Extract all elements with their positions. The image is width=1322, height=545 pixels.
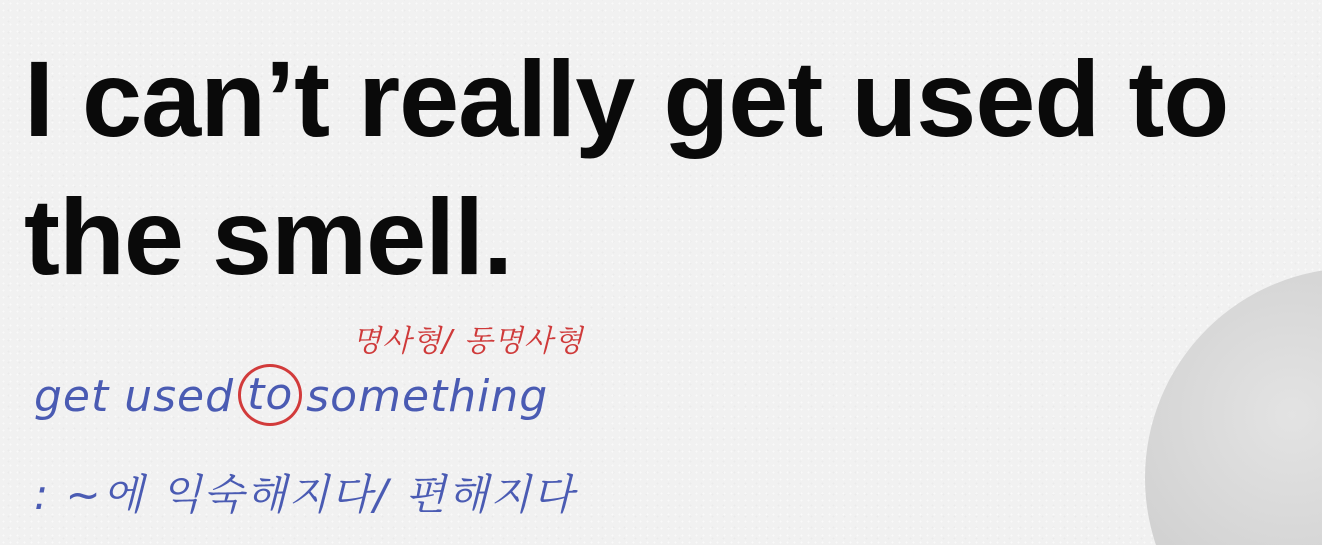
target-phrase <box>34 366 548 428</box>
grammar-note-label: 명사형/ 동명사형 <box>352 324 584 359</box>
phrase-highlight-to: to <box>238 364 302 426</box>
phrase-meaning: : ~에 익숙해지다/ 편해지다 <box>34 470 576 519</box>
example-sentence: I can’t really get used to the smell. <box>24 38 1229 297</box>
decorative-circle <box>1145 268 1322 545</box>
phrase-after: something <box>306 371 549 422</box>
phrase-before: get used <box>34 371 235 422</box>
